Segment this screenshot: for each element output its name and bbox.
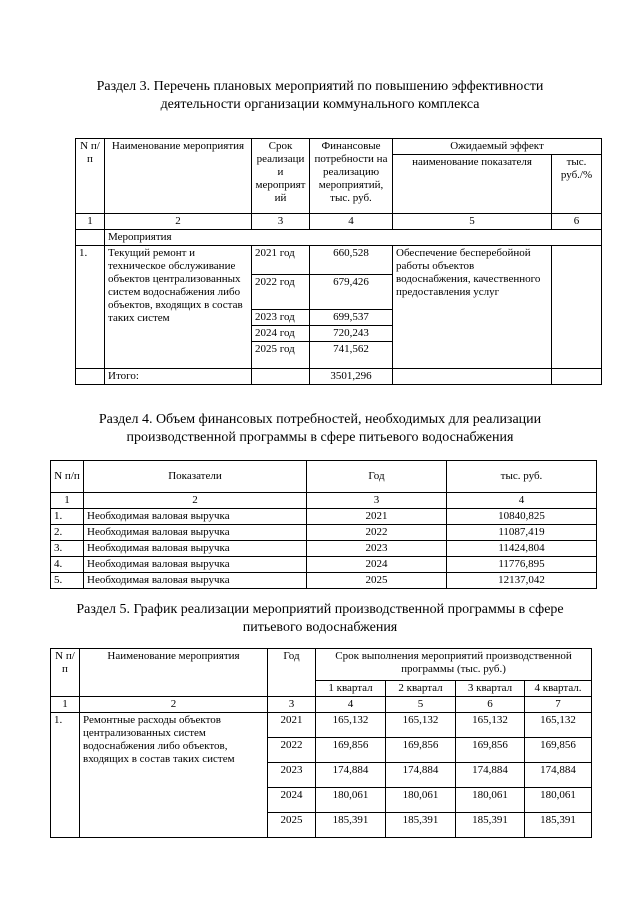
s4-row-year: 2025 <box>307 573 447 589</box>
s4-col-number: 4 <box>447 493 597 509</box>
s5-header-year: Год <box>268 649 316 697</box>
section5-table <box>50 648 592 838</box>
table-row <box>51 557 597 573</box>
s5-row-quarter-value: 185,391 <box>456 813 525 838</box>
s4-row-value: 11776,895 <box>447 557 597 573</box>
s5-col-number: 3 <box>268 697 316 713</box>
s5-col-number: 4 <box>316 697 386 713</box>
section4-title-line1: Раздел 4. Объем финансовых потребностей, необходимых для реализации <box>98 412 542 427</box>
s3-section-label: Мероприятия <box>105 230 602 246</box>
s5-header-quarter: 4 квартал. <box>525 681 592 697</box>
section4-table <box>50 460 597 589</box>
s4-row-indicator: Необходимая валовая выручка <box>84 509 307 525</box>
s5-header-quarter: 1 квартал <box>316 681 386 697</box>
s4-header-sum: тыс. руб. <box>447 461 597 493</box>
s3-row-name: Текущий ремонт и техническое обслуживание объектов централизованных систем водоснабжения либо объектов, входящих в состав таких систем <box>105 246 252 369</box>
section5-title-line1: Раздел 5. График реализации мероприятий производственной программы в сфере <box>76 602 564 617</box>
s5-row-quarter-value: 165,132 <box>525 713 592 738</box>
s5-row-quarter-value: 169,856 <box>456 738 525 763</box>
s3-col-number: 3 <box>252 214 310 230</box>
s3-header-unit: тыс. руб./% <box>552 155 602 214</box>
s3-col-number: 4 <box>310 214 393 230</box>
s5-row-quarter-value: 165,132 <box>386 713 456 738</box>
s3-year: 2023 год <box>252 310 310 326</box>
s4-row-number: 3. <box>51 541 84 557</box>
s5-row-year: 2021 <box>268 713 316 738</box>
s4-header-indicator: Показатели <box>84 461 307 493</box>
s5-row-name: Ремонтные расходы объектов централизованных систем водоснабжения либо объектов, входящих в состав таких систем <box>80 713 268 838</box>
s4-row-year: 2024 <box>307 557 447 573</box>
s3-row-number: 1. <box>76 246 105 369</box>
s4-row-indicator: Необходимая валовая выручка <box>84 541 307 557</box>
s5-header-quarter: 3 квартал <box>456 681 525 697</box>
s3-effect-text: Обеспечение бесперебойной работы объектов водоснабжения, качественного предоставления услуг <box>393 246 552 369</box>
s3-header-term: Срок реализаци и мероприят ий <box>252 139 310 214</box>
s3-header-name: Наименование мероприятия <box>105 139 252 214</box>
s3-header-n: N п/п <box>76 139 105 214</box>
s3-total-label: Итого: <box>105 369 252 385</box>
s5-row-quarter-value: 174,884 <box>456 763 525 788</box>
s3-fin-value: 679,426 <box>310 275 393 310</box>
s3-fin-value: 720,243 <box>310 326 393 342</box>
s4-row-number: 1. <box>51 509 84 525</box>
s5-row-quarter-value: 180,061 <box>456 788 525 813</box>
s5-row-quarter-value: 169,856 <box>525 738 592 763</box>
s3-empty-cell <box>552 369 602 385</box>
s4-row-indicator: Необходимая валовая выручка <box>84 557 307 573</box>
s5-row-quarter-value: 169,856 <box>386 738 456 763</box>
s5-row-quarter-value: 174,884 <box>386 763 456 788</box>
section3-title-line2: деятельности организации коммунального комплекса <box>160 97 480 112</box>
s5-header-term: Срок выполнения мероприятий производственной программы (тыс. руб.) <box>316 649 592 681</box>
s5-row-year: 2023 <box>268 763 316 788</box>
s5-col-number: 7 <box>525 697 592 713</box>
s5-row-year: 2025 <box>268 813 316 838</box>
table-row <box>51 525 597 541</box>
section3-title-line1: Раздел 3. Перечень плановых мероприятий по повышению эффективности <box>96 79 544 94</box>
s4-header-year: Год <box>307 461 447 493</box>
s4-row-indicator: Необходимая валовая выручка <box>84 525 307 541</box>
s5-row-year: 2022 <box>268 738 316 763</box>
s3-empty-cell <box>252 369 310 385</box>
section3-table <box>75 138 602 385</box>
s5-row-number: 1. <box>51 713 80 838</box>
s5-row-year: 2024 <box>268 788 316 813</box>
s3-empty-cell <box>393 369 552 385</box>
s5-row-quarter-value: 174,884 <box>316 763 386 788</box>
s4-row-indicator: Необходимая валовая выручка <box>84 573 307 589</box>
s3-year: 2021 год <box>252 246 310 275</box>
table-row <box>51 573 597 589</box>
s3-empty-cell <box>76 369 105 385</box>
section5-title <box>0 601 640 637</box>
section5-title-line2: питьевого водоснабжения <box>242 620 398 635</box>
s5-col-number: 1 <box>51 697 80 713</box>
s5-row-quarter-value: 174,884 <box>525 763 592 788</box>
s3-fin-value: 660,528 <box>310 246 393 275</box>
s5-row-quarter-value: 180,061 <box>386 788 456 813</box>
s3-year: 2022 год <box>252 275 310 310</box>
s3-empty-cell <box>76 230 105 246</box>
s4-col-number: 1 <box>51 493 84 509</box>
s3-col-number: 5 <box>393 214 552 230</box>
s3-header-effect: Ожидаемый эффект <box>393 139 602 155</box>
table-row <box>51 713 592 738</box>
s5-header-n: N п/ п <box>51 649 80 697</box>
s4-row-value: 10840,825 <box>447 509 597 525</box>
s5-row-quarter-value: 185,391 <box>386 813 456 838</box>
s4-col-number: 3 <box>307 493 447 509</box>
s5-col-number: 6 <box>456 697 525 713</box>
s4-row-year: 2021 <box>307 509 447 525</box>
s5-row-quarter-value: 185,391 <box>316 813 386 838</box>
s5-row-quarter-value: 180,061 <box>316 788 386 813</box>
s3-col-number: 1 <box>76 214 105 230</box>
s3-fin-value: 741,562 <box>310 342 393 369</box>
s4-col-number: 2 <box>84 493 307 509</box>
s3-col-number: 6 <box>552 214 602 230</box>
s3-fin-value: 699,537 <box>310 310 393 326</box>
s5-row-quarter-value: 180,061 <box>525 788 592 813</box>
s4-header-n: N п/п <box>51 461 84 493</box>
s5-col-number: 5 <box>386 697 456 713</box>
s4-row-value: 11087,419 <box>447 525 597 541</box>
s5-header-quarter: 2 квартал <box>386 681 456 697</box>
s5-col-number: 2 <box>80 697 268 713</box>
section4-title-line2: производственной программы в сфере питьевого водоснабжения <box>126 430 514 445</box>
s4-row-number: 5. <box>51 573 84 589</box>
s4-row-number: 2. <box>51 525 84 541</box>
s3-year: 2025 год <box>252 342 310 369</box>
table-row <box>51 541 597 557</box>
s3-unit-value <box>552 246 602 369</box>
s4-row-year: 2023 <box>307 541 447 557</box>
s3-col-number: 2 <box>105 214 252 230</box>
s5-row-quarter-value: 165,132 <box>316 713 386 738</box>
s3-total-value: 3501,296 <box>310 369 393 385</box>
section4-title <box>0 411 640 447</box>
s5-row-quarter-value: 185,391 <box>525 813 592 838</box>
s3-year: 2024 год <box>252 326 310 342</box>
s4-row-value: 11424,804 <box>447 541 597 557</box>
s5-row-quarter-value: 165,132 <box>456 713 525 738</box>
section3-title <box>0 78 640 114</box>
s3-header-indicator: наименование показателя <box>393 155 552 214</box>
s5-row-quarter-value: 169,856 <box>316 738 386 763</box>
s5-header-name: Наименование мероприятия <box>80 649 268 697</box>
s3-header-fin: Финансовые потребности на реализацию мероприятий, тыс. руб. <box>310 139 393 214</box>
s4-row-number: 4. <box>51 557 84 573</box>
s4-row-year: 2022 <box>307 525 447 541</box>
s4-row-value: 12137,042 <box>447 573 597 589</box>
table-row <box>51 509 597 525</box>
